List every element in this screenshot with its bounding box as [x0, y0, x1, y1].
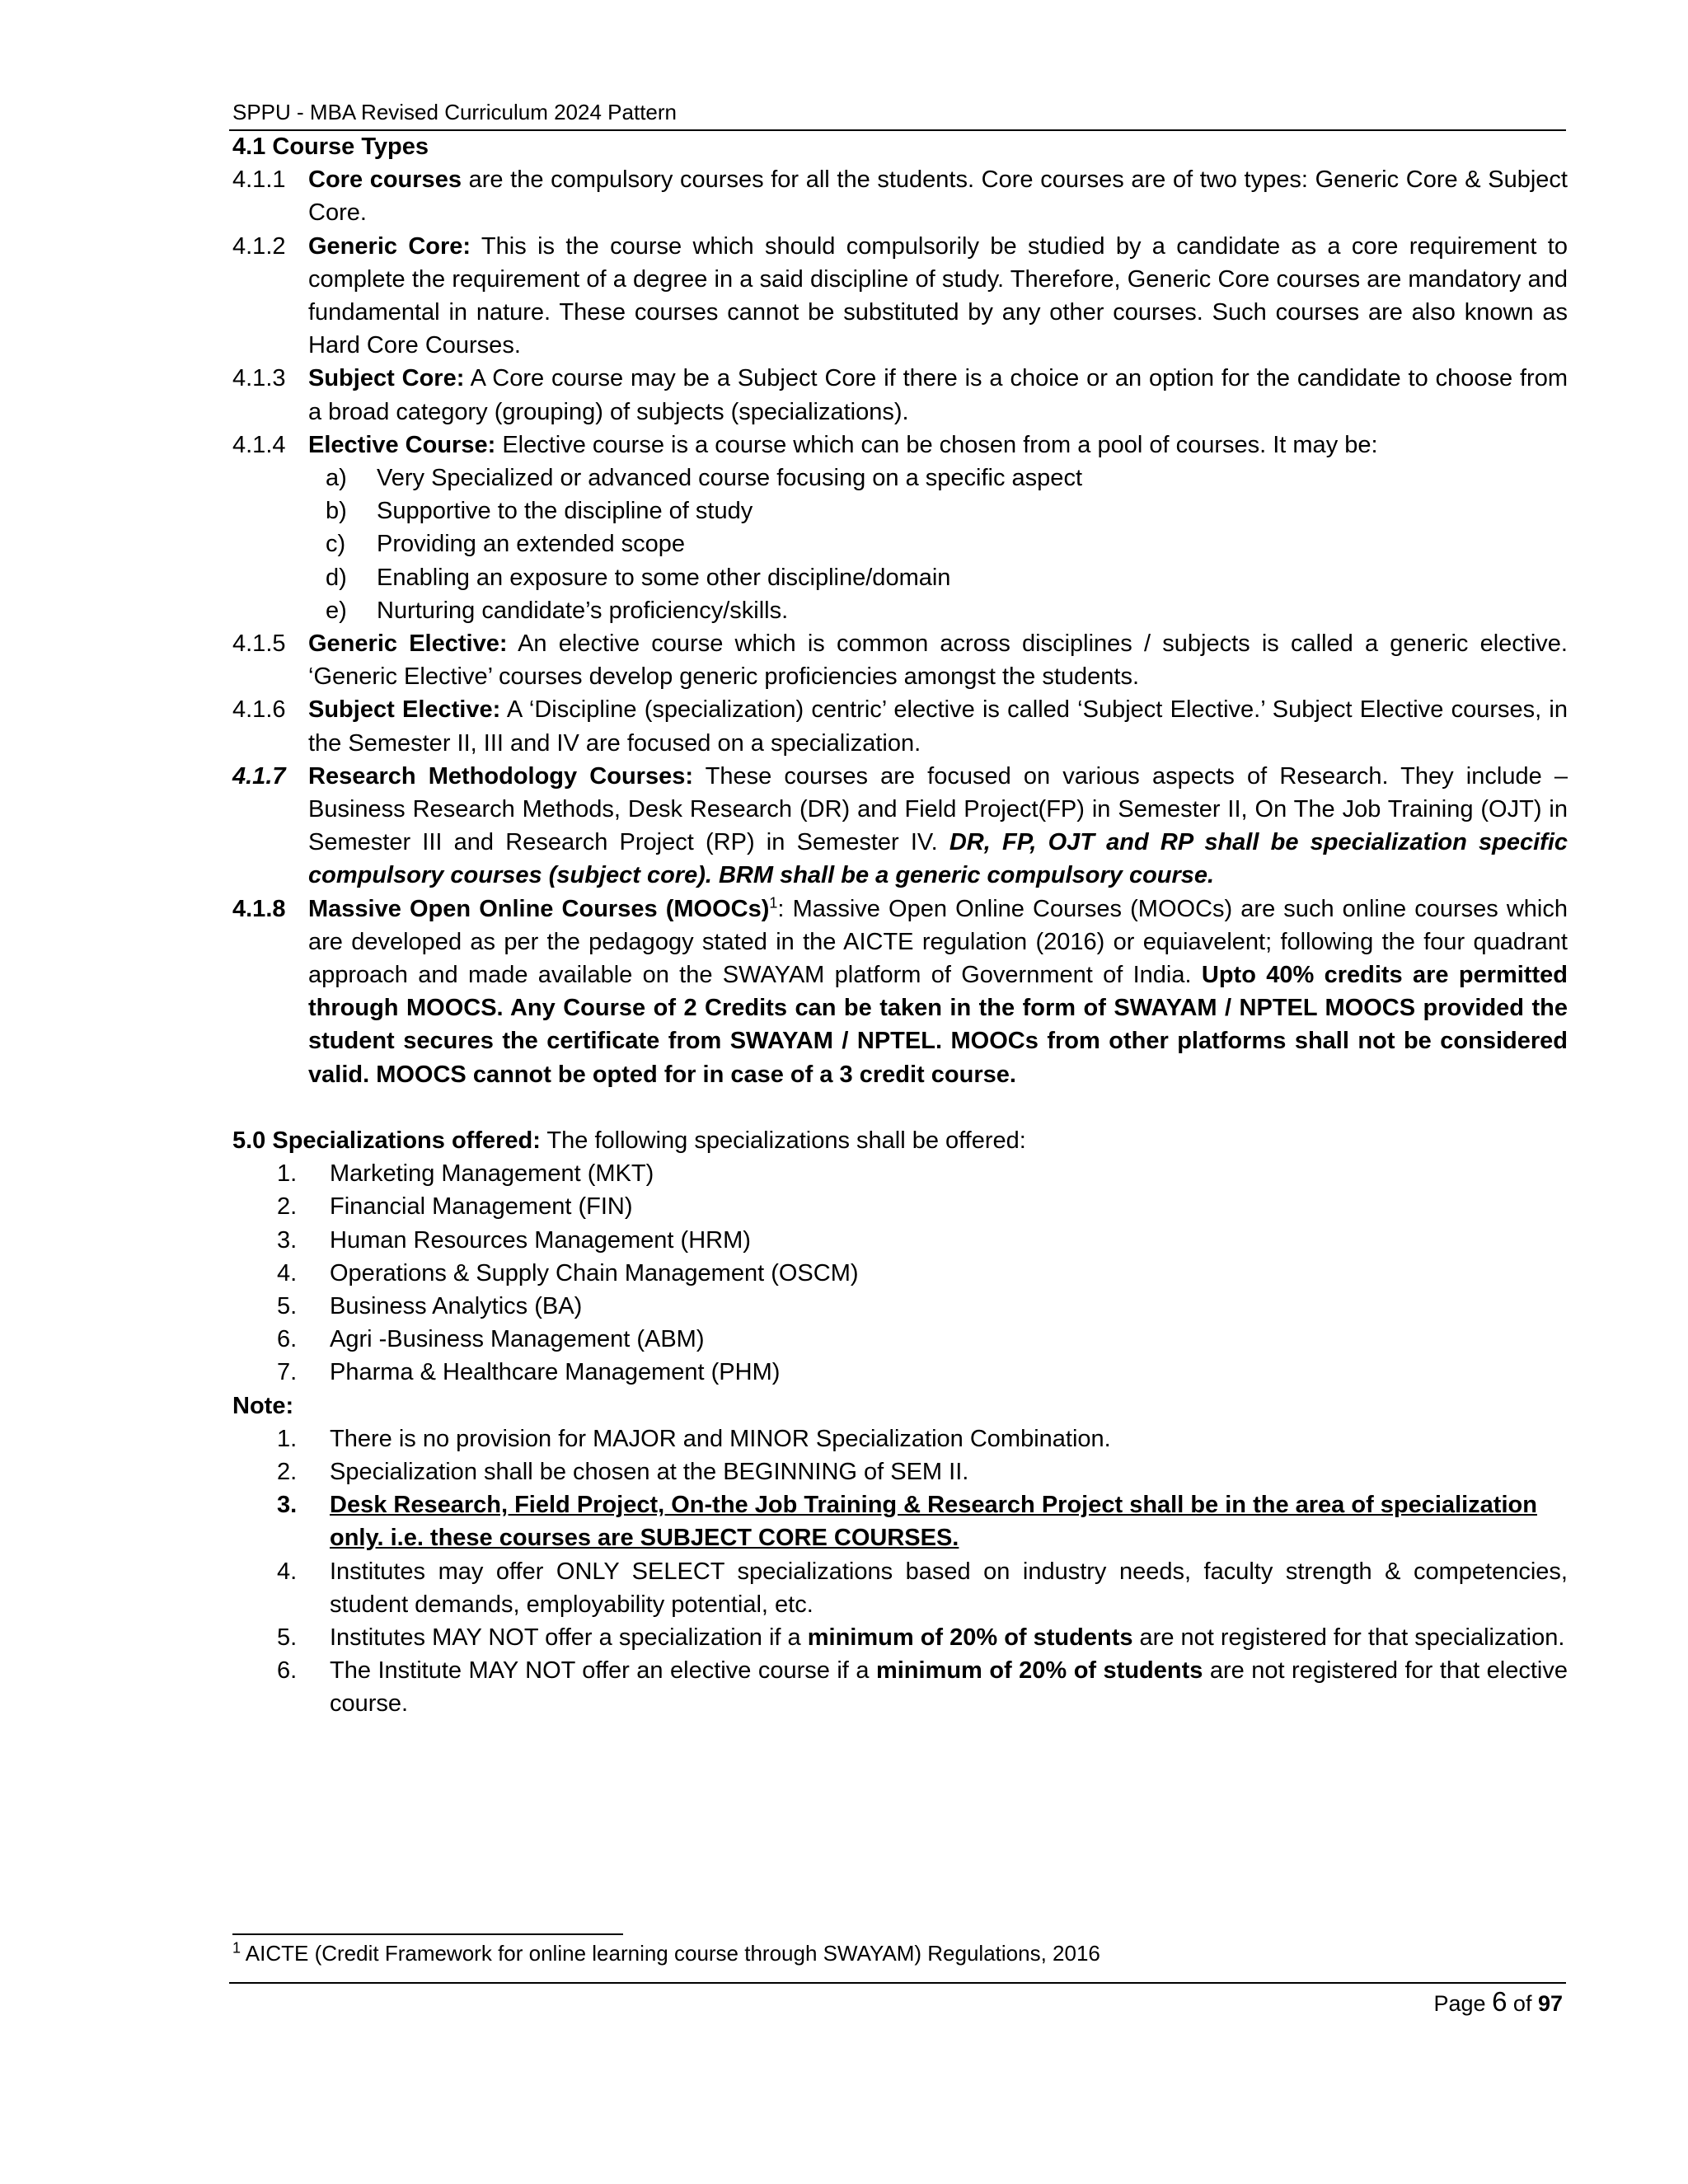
clause-text: These courses are focused on various aspects of Research. They include – Business Research Methods, Desk Research (DR) and Field Project(FP) in Semester II, On The Job Training (OJT) in Semester III and Research Project (RP) in Semester IV. — [308, 762, 1568, 856]
footnote: $^1$ AICTE (Credit Framework for online learning course through SWAYAM) Regulations, 2016 — [232, 1939, 1100, 1966]
footnote-rule — [232, 1933, 623, 1935]
note-item: 1. There is no provision for MAJOR and MINOR Specialization Combination. — [277, 1425, 1111, 1452]
clause-text: Elective course is a course which can be chosen from a pool of courses. It may be: — [495, 431, 1378, 458]
clause-4-1-6 — [232, 693, 1568, 759]
clause-number: 4.1.7 — [232, 762, 286, 790]
clause-number: 4.1.2 — [232, 232, 286, 260]
clause-text: A Core course may be a Subject Core if there is a choice or an option for the candidate to choose from a broad category (grouping) of subjects (specializations). — [308, 365, 1568, 425]
list-item: a) Very Specialized or advanced course focusing on a specific aspect — [326, 465, 1082, 492]
page-number: Page 6 of 97 — [1433, 1986, 1563, 2017]
clause-term: Subject Elective: — [308, 696, 501, 724]
clause-4-1-5 — [232, 627, 1568, 693]
clause-4-1-2 — [232, 230, 1568, 363]
specialization-item: 5. Business Analytics (BA) — [277, 1292, 583, 1319]
list-item: e) Nurturing candidate’s proficiency/skills. — [326, 597, 789, 624]
footer-rule — [229, 1982, 1566, 1984]
specialization-item: 4. Operations & Supply Chain Management (OSCM) — [277, 1259, 859, 1286]
clause-4-1-4 — [232, 429, 1568, 462]
note-item: 6. The Institute MAY NOT offer an elective course if a minimum of 20% of students are not registered for that elective course. — [277, 1657, 1568, 1718]
clause-text: A ‘Discipline (specialization) centric’ elective is called ‘Subject Elective.’ Subject Elective courses, in the Semester II, III and IV are focused on a specialization. — [308, 696, 1568, 757]
specialization-item: 6. Agri -Business Management (ABM) — [277, 1326, 705, 1353]
clause-4-1-7 — [232, 760, 1568, 893]
specialization-item: 2. Financial Management (FIN) — [277, 1193, 633, 1221]
clause-text: are the compulsory courses for all the students. Core courses are of two types: Generic Core & Subject Core. — [308, 166, 1568, 227]
specialization-item: 1. Marketing Management (MKT) — [277, 1160, 654, 1188]
running-header: SPPU - MBA Revised Curriculum 2024 Pattern — [232, 100, 677, 124]
section-heading-course-types: 4.1 Course Types — [232, 134, 429, 160]
clause-number: 4.1.4 — [232, 431, 286, 458]
clause-number: 4.1.1 — [232, 166, 286, 194]
note-item: 5. Institutes MAY NOT offer a specialization if a minimum of 20% of students are not registered for that specialization. — [277, 1624, 1565, 1651]
clause-number: 4.1.8 — [232, 895, 286, 922]
clause-emphasis: DR, FP, OJT and RP shall be specialization specific compulsory courses (subject core). BRM shall be a generic compulsory course. — [308, 829, 1568, 889]
clause-term: Massive Open Online Courses (MOOCs) — [308, 895, 770, 922]
clause-term: Generic Elective: — [308, 630, 508, 658]
clause-number: 4.1.3 — [232, 365, 286, 392]
list-item: b) Supportive to the discipline of study — [326, 498, 753, 525]
specialization-item: 3. Human Resources Management (HRM) — [277, 1226, 751, 1254]
footnote-reference[interactable]: 1 — [769, 894, 778, 912]
clause-term: Generic Core: — [308, 232, 471, 260]
note-heading: Note: — [232, 1392, 294, 1419]
clause-term: Subject Core: — [308, 365, 465, 392]
clause-term: Elective Course: — [308, 431, 496, 458]
note-item: 4. Institutes may offer ONLY SELECT specializations based on industry needs, faculty strength & competencies, student demands, employability potential, etc. — [277, 1558, 1568, 1618]
clause-number: 4.1.6 — [232, 696, 286, 724]
clause-text: This is the course which should compulsorily be studied by a candidate as a core requirement to complete the requirement of a degree in a said discipline of study. Therefore, Generic Core courses are mandatory and fundamental in nature. These courses cannot be substituted by any other courses. Such courses are also known as Hard Core Courses. — [308, 232, 1568, 359]
clause-4-1-3 — [232, 362, 1568, 428]
clause-term: Research Methodology Courses: — [308, 762, 694, 790]
clause-4-1-8 — [232, 893, 1568, 1091]
clause-emphasis: Upto 40% credits are permitted through MOOCS. Any Course of 2 Credits can be taken in the form of SWAYAM / NPTEL MOOCS provided the student secures the certificate from SWAYAM / NPTEL. MOOCs from other platforms shall not be considered valid. MOOCS cannot be opted for in case of a 3 credit course. — [308, 962, 1568, 1088]
clause-text: An elective course which is common across disciplines / subjects is called a generic elective. ‘Generic Elective’ courses develop generic proficiencies amongst the students. — [308, 630, 1568, 691]
section-heading-specializations: 5.0 Specializations offered: — [232, 1127, 541, 1154]
note-item: 3. Desk Research, Field Project, On-the Job Training & Research Project shall be in the area of specialization only. i.e. these courses are SUBJECT CORE COURSES. — [277, 1492, 1537, 1552]
specialization-item: 7. Pharma & Healthcare Management (PHM) — [277, 1359, 781, 1386]
page-content — [232, 130, 1568, 1721]
list-item: c) Providing an extended scope — [326, 531, 686, 558]
list-item: d) Enabling an exposure to some other discipline/domain — [326, 564, 951, 591]
note-item: 2. Specialization shall be chosen at the BEGINNING of SEM II. — [277, 1458, 969, 1485]
clause-4-1-1 — [232, 163, 1568, 229]
specializations-intro: 5.0 Specializations offered: The following specializations shall be offered: — [232, 1127, 1026, 1154]
clause-number: 4.1.5 — [232, 630, 286, 658]
clause-term: Core courses — [308, 166, 462, 194]
clause-text: : Massive Open Online Courses (MOOCs) are such online courses which are developed as per the pedagogy stated in the AICTE regulation (2016) or equiavelent; following the four quadrant approach and made available on the SWAYAM platform of Government of India. — [308, 895, 1568, 989]
